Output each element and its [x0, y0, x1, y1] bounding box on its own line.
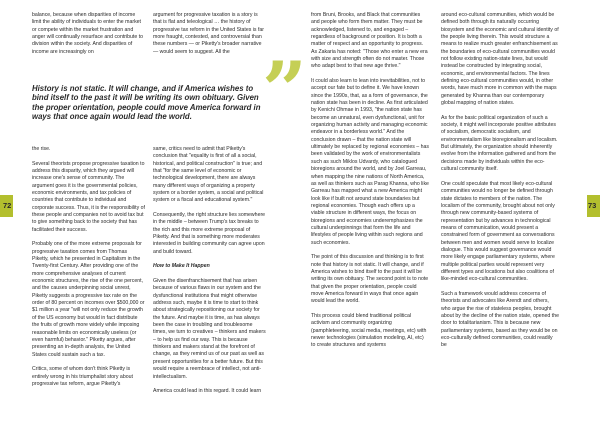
paragraph: Critics, some of whom don't think Piketty is entirely wrong in his triumphalist story about progressive tax reform, argue Piketty's	[32, 366, 133, 387]
paragraph: Several theorists propose progressive taxation to address this disparity, which they argued will increase one's sense of community. The argument goes it is the governmental policies, economic environments, and tax policies of countries that contribute to individual and corporate success. Thus, it is the responsibility of these people and companies not to avoid tax but to give something back to the society that has facilitated their success.	[32, 160, 145, 233]
paragraph: Consequently, the right structure lies somewhere in the middle – between Trump's tax breaks to the rich and this more extreme proposal of Piketty. And that is something more moderates interested in building community can agree upon and build toward.	[153, 212, 266, 255]
paragraph: balance, because when disparities of income limit the ability of individuals to enter the market or compete within the market frustration and anger will continually resurface and contribute to division within the society. And disparities of income are increasingly on	[32, 12, 144, 55]
section-heading: How to Make It Happen	[153, 263, 210, 270]
paragraph: Such a framework would address concerns of theorists and advocates like Arendt and others, who argue the rise of stateless peoples, brought about by the decline of the nation state, opened the door to totalitarianism. This is because new parliamentary systems, based as they would be on eco-culturally defined communities, could readily be	[441, 290, 559, 349]
right-page-number: 73	[588, 201, 597, 210]
paragraph: the rise.	[32, 146, 51, 152]
paragraph: This process could blend traditional political activism and community organizing (pamphleteering, social media, meetings, etc) with newer technologies (simulation modeling, AI, etc) to create structures and systems	[311, 312, 427, 349]
quote-mark-icon: ”	[262, 45, 307, 136]
paragraph: from Bruni, Brooks, and Black that communities and people who form them matter. They must be acknowledged, listened to, and engaged – regardless of background or position. It is both a matter of respect and an opportunity to progress. As Zakaria has noted: "Those who enter a new era with size and strength often do not master. Those who adapt best to that new age thrive."	[311, 12, 428, 70]
paragraph: same, critics need to admit that Piketty's conclusion that "equality is first of all a social, historical, and political construction" is true; and that "for the same level of economic or technological development, there are always many different ways of organizing a property system or a border system, a social and political system or a fiscal and educational system."	[153, 146, 264, 204]
pull-quote: History is not static. It will change, and if America wishes to bind itself to the past it will be writing its own obituary. Given the proper orientation, people could move America forward in ways that once again would lead the world.	[32, 84, 261, 122]
paragraph: The point of this discussion and thinking is to first note that history is not static. It will change, and if America wishes to bind itself to the past it will be writing its own obituary. The second point is to note that given the proper orientation, people could move America forward in ways that once again would lead the world.	[311, 254, 429, 305]
paragraph: argument for progressive taxation is a story is that is flat and teleological … the history of progressive tax reform in the United States is far more fraught, contested, and controversial than these numbers — or Piketty's broader narrative — would seem to suggest. All the	[153, 12, 265, 55]
right-column-1	[311, 12, 429, 350]
paragraph: Given the disenfranchisement that has arisen because of various flaws in our system and the dysfunctional institutions that might otherwise address such, maybe it is time to start to think about strategically repositioning our society for the future. And maybe it is time, as has always been the case in troubling and troublesome times, we turn to creatives – thinkers and makers – to help us find our way. This is because thinkers and makers stand at the forefront of change, as they remind us of our past as well as present opportunities for a better future. But this would require a reembrace of intellect, not anti-intellectualism.	[153, 278, 266, 380]
left-column-2-bottom	[153, 146, 266, 396]
left-column-1-top	[32, 12, 145, 56]
right-column-2	[441, 12, 559, 350]
paragraph: America could lead in this regard. It could learn	[153, 388, 262, 395]
left-column-2-top	[153, 12, 266, 56]
paragraph: One could speculate that most likely eco-cultural communities would no longer be defined through state dictates to members of the nation. The localism of the community, brought about not only through new community-based systems of representation but by advances in technological means of communication, would present a constrained form of government as conversations between men and women would serve to localize dialogue. This would suggest governance would more likely engage parliamentary systems, where multiple political parties would represent very different types and locations but also coalitions of like-minded eco-cultural communities.	[441, 180, 555, 283]
left-column-1-bottom	[32, 146, 145, 388]
paragraph: around eco-cultural communities, which would be defined both through its naturally occurring biosystem and the economic and cultural identity of the people living therein. This would structure a means to realize much greater enfranchisement as the boundaries of eco-cultural communities would not follow existing nation-state lines, but would instead be constructed by integrating social, economic, and environmental factors. The lines defining eco-cultural communities would, in other words, have much more in common with the maps generated by Khanna than our contemporary global mapping of nation states.	[441, 12, 559, 107]
left-page-number: 72	[3, 201, 12, 210]
paragraph: It could also learn to lean into inevitabilities, not to accept our fate but to define it. We have known since the 1990s, that, as a form of governance, the nation state has been in decline. As first articulated by Kenichi Ohmae in 1993, "the nation state has become an unnatural, even dysfunctional, unit for organizing human activity and managing economic endeavor in a borderless world." And the conclusion drawn – that the nation state will ultimately be replaced by regional economies – has been validated by the work of environmentalists such as such Miklos Udvardy, who catalogued bioregions around the world, and by Joel Garreau, when mapping the nine nations of North America, as well as thinkers such as Parag Khanna, who like Garreau has mapped what a new America might look like if built not around state boundaries but regional economies. Though each offers up a viable structure in different ways, the focus on bioregions and economies underemphasizes the cultural underpinnings that form the life and lifestyles of people living within such regions and such economies.	[311, 78, 429, 246]
paragraph: Probably one of the more extreme proposals for progressive taxation comes from Thomas Piketty, which he presented in Capitalism in the Twenty-first Century. After providing one of the more comprehensive analyses of current economic structures, the rise of the one percent, and the causes underpinning social unrest, Piketty suggests a progressive tax rate on the order of 80 percent on incomes over $500,000 or $1 million a year "will not only reduce the growth of the US economy but would in fact distribute the fruits of growth more widely while imposing reasonable limits on economically useless (or even harmful) behavior." Piketty argues, after presenting an in-depth analysis, the United States could sustain such a tax.	[32, 241, 145, 358]
paragraph: As for the basic political organization of such a society, it might well incorporate positive attributes of socialism, democratic socialism, and environmentalism like bioregionalism and localism. But ultimately, the organization should inherently evolve from the information gathered and from the decisions made by individuals within the eco-cultural community itself.	[441, 114, 558, 173]
